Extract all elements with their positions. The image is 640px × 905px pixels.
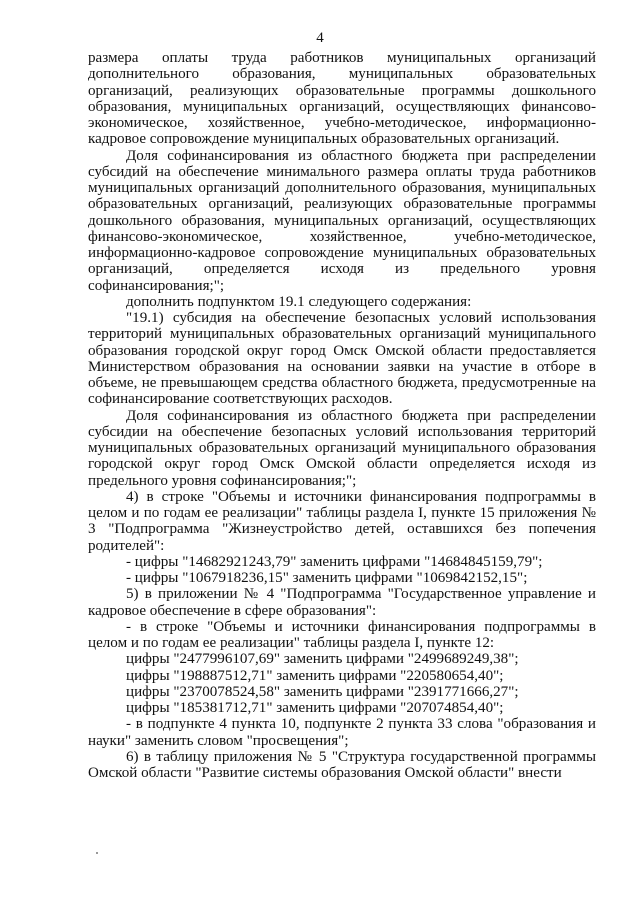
- paragraph-cofinancing-share: Доля софинансирования из областного бюджета при распределении субсидий на обеспечение минимального размера оплаты труда работников муниципальных организаций дополнительного образования, муниципальных образовательных организаций, реализующих образовательные программы дошкольного образования, муниципальных организаций, осуществляющих финансово-экономическое, хозяйственное, учебно-методическое, информационно-кадровое сопровождение муниципальных образовательных организаций, определяется исходя из предельного уровня софинансирования;";: [88, 147, 596, 294]
- paragraph-figures-3: цифры "2477996107,69" заменить цифрами "2499689249,38";: [126, 651, 519, 668]
- paragraph-figures-6: цифры "185381712,71" заменить цифрами "207074854,40";: [126, 700, 504, 716]
- paragraph-cofinancing-share-2: Доля софинансирования из областного бюджета при распределении субсидии на обеспечение безопасных условий использования территорий муниципальных образовательных организаций муниципального образования городской округ город Омск Омской области определяется исходя из предельного уровня софинансирования;";: [88, 407, 596, 489]
- paragraph-subpoint-19-1: "19.1) субсидия на обеспечение безопасных условий использования территорий муниципальных образовательных организаций муниципального образования городской округ город Омск Омской области предоставляется Министерством образования на основании заявки на участие в отборе в объеме, не превышающем средства областного бюджета, предусмотренные на софинансирование соответствующих расходов.: [88, 310, 596, 408]
- scan-speck: [96, 852, 98, 854]
- paragraph-figures-5: цифры "2370078524,58" заменить цифрами "2391771666,27";: [126, 683, 519, 700]
- paragraph-item-6: 6) в таблицу приложения № 5 "Структура государственной программы Омской области "Развитие системы образования Омской области" внести: [88, 748, 596, 781]
- paragraph-item-5-row: - в строке "Объемы и источники финансирования подпрограммы в целом и по годам ее реализации" таблицы раздела I, пункте 12:: [88, 618, 596, 651]
- page-number: 4: [316, 30, 324, 46]
- paragraph-figures-4: цифры "198887512,71" заменить цифрами "220580654,40";: [126, 667, 504, 684]
- paragraph-add-subpoint: дополнить подпунктом 19.1 следующего содержания:: [126, 293, 472, 310]
- paragraph-figures-1: - цифры "14682921243,79" заменить цифрами "14684845159,79";: [126, 553, 543, 570]
- paragraph-item-4: 4) в строке "Объемы и источники финансирования подпрограммы в целом и по годам ее реализации" таблицы раздела I, пункте 15 приложения № 3 "Подпрограмма "Жизнеустройство детей, оставшихся без попечения родителей":: [88, 488, 596, 554]
- paragraph-continuation: размера оплаты труда работников муниципальных организаций дополнительного образования, муниципальных образовательных организаций, реализующих образовательные программы дошкольного образования, муниципальных организаций, осуществляющих финансово-экономическое, хозяйственное, учебно-методическое, информационно-кадровое сопровождение муниципальных образовательных организаций.: [88, 50, 596, 148]
- document-body: [88, 50, 596, 781]
- paragraph-item-5: 5) в приложении № 4 "Подпрограмма "Государственное управление и кадровое обеспечение в сфере образования":: [88, 586, 596, 619]
- paragraph-words-replace: - в подпункте 4 пункта 10, подпункте 2 пункта 33 слова "образования и науки" заменить словом "просвещения";: [88, 716, 596, 749]
- paragraph-figures-2: - цифры "1067918236,15" заменить цифрами "1069842152,15";: [126, 570, 528, 586]
